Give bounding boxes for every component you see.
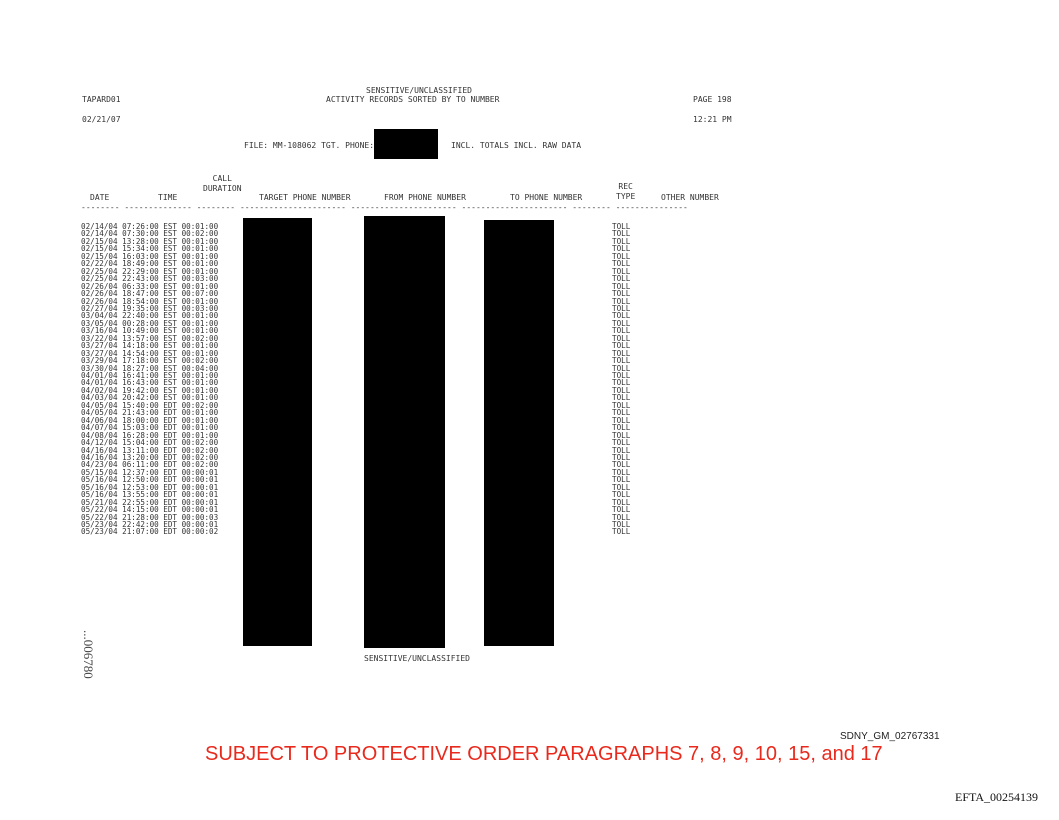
record-rec-type: TOLL bbox=[612, 289, 631, 299]
record-rec-type: TOLL bbox=[612, 363, 631, 373]
record-date-time-duration: 04/06/04 18:00:00 EDT 00:01:00 bbox=[81, 415, 219, 425]
record-date-time-duration: 04/02/04 19:42:00 EST 00:01:00 bbox=[81, 385, 219, 395]
record-rec-type: TOLL bbox=[612, 326, 631, 336]
classification-header: SENSITIVE/UNCLASSIFIED bbox=[366, 86, 472, 95]
record-date-time-duration: 04/08/04 16:28:00 EDT 00:01:00 bbox=[81, 430, 219, 440]
col-from-phone: FROM PHONE NUMBER bbox=[384, 193, 466, 202]
record-date-time-duration: 02/14/04 07:26:00 EST 00:01:00 bbox=[81, 222, 219, 231]
record-date-time-duration: 02/25/04 22:29:00 EST 00:01:00 bbox=[81, 266, 219, 276]
record-date-time-duration: 03/16/04 10:49:00 EST 00:01:00 bbox=[81, 326, 219, 336]
redacted-from-phone-column bbox=[364, 216, 445, 648]
record-rec-type: TOLL bbox=[612, 356, 631, 366]
report-id: TAPARD01 bbox=[82, 95, 121, 104]
record-rec-type: TOLL bbox=[612, 222, 631, 231]
record-date-time-duration: 02/15/04 13:28:00 EST 00:01:00 bbox=[81, 236, 219, 246]
record-rec-type: TOLL bbox=[612, 415, 631, 425]
report-time: 12:21 PM bbox=[693, 115, 732, 124]
record-date-time-duration: 03/22/04 13:57:00 EST 00:02:00 bbox=[81, 333, 219, 343]
record-date-time-duration: 04/16/04 13:20:00 EDT 00:02:00 bbox=[81, 452, 219, 462]
record-rec-type: TOLL bbox=[612, 296, 631, 306]
redacted-target-phone-column bbox=[243, 218, 312, 646]
record-date-time-duration: 03/04/04 22:40:00 EST 00:01:00 bbox=[81, 311, 219, 321]
record-rec-type: TOLL bbox=[612, 385, 631, 395]
report-title: ACTIVITY RECORDS SORTED BY TO NUMBER bbox=[326, 95, 500, 104]
record-rec-type: TOLL bbox=[612, 393, 631, 403]
record-date-time-duration: 04/03/04 20:42:00 EST 00:01:00 bbox=[81, 393, 219, 403]
record-rec-type: TOLL bbox=[612, 244, 631, 254]
col-rec-type: REC TYPE bbox=[616, 182, 636, 201]
record-date-time-duration: 02/22/04 18:49:00 EST 00:01:00 bbox=[81, 259, 219, 269]
page-number: PAGE 198 bbox=[693, 95, 732, 104]
col-target-phone: TARGET PHONE NUMBER bbox=[259, 193, 351, 202]
col-date: DATE bbox=[90, 193, 110, 202]
file-label: FILE: MM-108062 TGT. PHONE: bbox=[244, 141, 375, 150]
record-rec-type: TOLL bbox=[612, 460, 631, 470]
record-date-time-duration: 02/27/04 19:35:00 EST 00:03:00 bbox=[81, 303, 219, 313]
sdny-bates-id: SDNY_GM_02767331 bbox=[840, 731, 940, 742]
report-date: 02/21/07 bbox=[82, 115, 121, 124]
record-date-time-duration: 02/26/04 18:54:00 EST 00:01:00 bbox=[81, 296, 219, 306]
col-call-duration: CALL DURATION bbox=[203, 174, 242, 193]
record-date-time-duration: 03/27/04 14:54:00 EST 00:01:00 bbox=[81, 348, 219, 358]
record-date-time-duration: 02/26/04 18:47:00 EST 00:07:00 bbox=[81, 289, 219, 299]
record-date-time-duration: 04/07/04 15:03:00 EDT 00:01:00 bbox=[81, 423, 219, 433]
record-rec-type: TOLL bbox=[612, 311, 631, 321]
record-date-time-duration: 04/01/04 16:41:00 EST 00:01:00 bbox=[81, 371, 219, 380]
record-date-time-duration: 05/23/04 22:42:00 EDT 00:00:01 bbox=[81, 520, 219, 529]
record-date-time-duration: 05/23/04 21:07:00 EDT 00:00:02 bbox=[81, 527, 219, 537]
record-date-time-duration: 05/16/04 13:55:00 EDT 00:00:01 bbox=[81, 490, 219, 500]
record-rec-type: TOLL bbox=[612, 259, 631, 269]
record-date-time-duration: 02/14/04 07:30:00 EST 00:02:00 bbox=[81, 229, 219, 239]
record-rec-type: TOLL bbox=[612, 430, 631, 440]
record-date-time-duration: 04/05/04 15:40:00 EDT 00:02:00 bbox=[81, 400, 219, 410]
record-rec-type: TOLL bbox=[612, 303, 631, 313]
record-rec-type: TOLL bbox=[612, 475, 631, 485]
record-rec-type: TOLL bbox=[612, 497, 631, 507]
classification-footer: SENSITIVE/UNCLASSIFIED bbox=[364, 654, 470, 663]
record-rec-type: TOLL bbox=[612, 274, 631, 284]
record-date-time-duration: 02/15/04 16:03:00 EST 00:01:00 bbox=[81, 251, 219, 261]
record-date-time-duration: 02/15/04 15:34:00 EST 00:01:00 bbox=[81, 244, 219, 254]
record-date-time-duration: 04/23/04 06:11:00 EDT 00:02:00 bbox=[81, 460, 219, 470]
record-rec-type: TOLL bbox=[612, 266, 631, 276]
record-date-time-duration: 05/22/04 14:15:00 EDT 00:00:01 bbox=[81, 505, 219, 515]
record-date-time-duration: 05/16/04 12:50:00 EDT 00:00:01 bbox=[81, 475, 219, 485]
bates-number-vertical: ...006780 bbox=[81, 630, 96, 679]
record-rec-type: TOLL bbox=[612, 512, 631, 522]
redacted-target-phone bbox=[374, 129, 438, 159]
record-rec-type: TOLL bbox=[612, 341, 631, 351]
record-date-time-duration: 04/16/04 13:11:00 EDT 00:02:00 bbox=[81, 445, 219, 455]
col-time: TIME bbox=[158, 193, 178, 202]
record-rec-type: TOLL bbox=[612, 423, 631, 433]
record-date-time-duration: 05/22/04 21:28:00 EDT 00:00:03 bbox=[81, 512, 219, 522]
col-to-phone: TO PHONE NUMBER bbox=[510, 193, 583, 202]
record-rec-type: TOLL bbox=[612, 281, 631, 291]
report-options: INCL. TOTALS INCL. RAW DATA bbox=[451, 141, 582, 150]
protective-order-notice: SUBJECT TO PROTECTIVE ORDER PARAGRAPHS 7, 8, 9, 10, 15, and 17 bbox=[205, 743, 883, 765]
separator: -------- -------------- -------- ---------------------- ---------------------- ---------------------- -------- --------------- bbox=[81, 203, 688, 212]
record-rec-type: TOLL bbox=[612, 251, 631, 261]
record-date-time-duration: 03/27/04 14:18:00 EST 00:01:00 bbox=[81, 341, 219, 351]
col-other-number: OTHER NUMBER bbox=[661, 193, 719, 202]
record-date-time-duration: 03/29/04 17:18:00 EST 00:02:00 bbox=[81, 356, 219, 366]
record-rec-type: TOLL bbox=[612, 438, 631, 448]
efta-id: EFTA_00254139 bbox=[955, 790, 1039, 804]
record-rec-type: TOLL bbox=[612, 527, 631, 537]
record-date-time-duration: 04/12/04 15:04:00 EDT 00:02:00 bbox=[81, 438, 219, 448]
record-date-time-duration: 05/21/04 22:55:00 EDT 00:00:01 bbox=[81, 497, 219, 507]
record-rec-type: TOLL bbox=[612, 490, 631, 500]
record-date-time-duration: 04/01/04 16:43:00 EST 00:01:00 bbox=[81, 378, 219, 388]
record-date-time-duration: 02/25/04 22:43:00 EST 00:03:00 bbox=[81, 274, 219, 284]
record-date-time-duration: 05/15/04 12:37:00 EDT 00:00:01 bbox=[81, 467, 219, 477]
record-rec-type: TOLL bbox=[612, 482, 631, 492]
record-rec-type: TOLL bbox=[612, 520, 631, 529]
record-date-time-duration: 05/16/04 12:53:00 EDT 00:00:01 bbox=[81, 482, 219, 492]
record-rec-type: TOLL bbox=[612, 467, 631, 477]
redacted-to-phone-column bbox=[484, 220, 554, 646]
record-date-time-duration: 03/30/04 18:27:00 EST 00:04:00 bbox=[81, 363, 219, 373]
record-rec-type: TOLL bbox=[612, 229, 631, 239]
record-date-time-duration: 03/05/04 00:28:00 EST 00:01:00 bbox=[81, 318, 219, 328]
record-rec-type: TOLL bbox=[612, 236, 631, 246]
record-date-time-duration: 02/26/04 06:33:00 EST 00:01:00 bbox=[81, 281, 219, 291]
record-rec-type: TOLL bbox=[612, 371, 631, 380]
record-rec-type: TOLL bbox=[612, 378, 631, 388]
record-rec-type: TOLL bbox=[612, 408, 631, 418]
record-date-time-duration: 04/05/04 21:43:00 EDT 00:01:00 bbox=[81, 408, 219, 418]
record-rec-type: TOLL bbox=[612, 452, 631, 462]
record-rec-type: TOLL bbox=[612, 348, 631, 358]
record-rec-type: TOLL bbox=[612, 505, 631, 515]
record-rec-type: TOLL bbox=[612, 333, 631, 343]
record-rec-type: TOLL bbox=[612, 318, 631, 328]
record-rec-type: TOLL bbox=[612, 445, 631, 455]
record-rec-type: TOLL bbox=[612, 400, 631, 410]
